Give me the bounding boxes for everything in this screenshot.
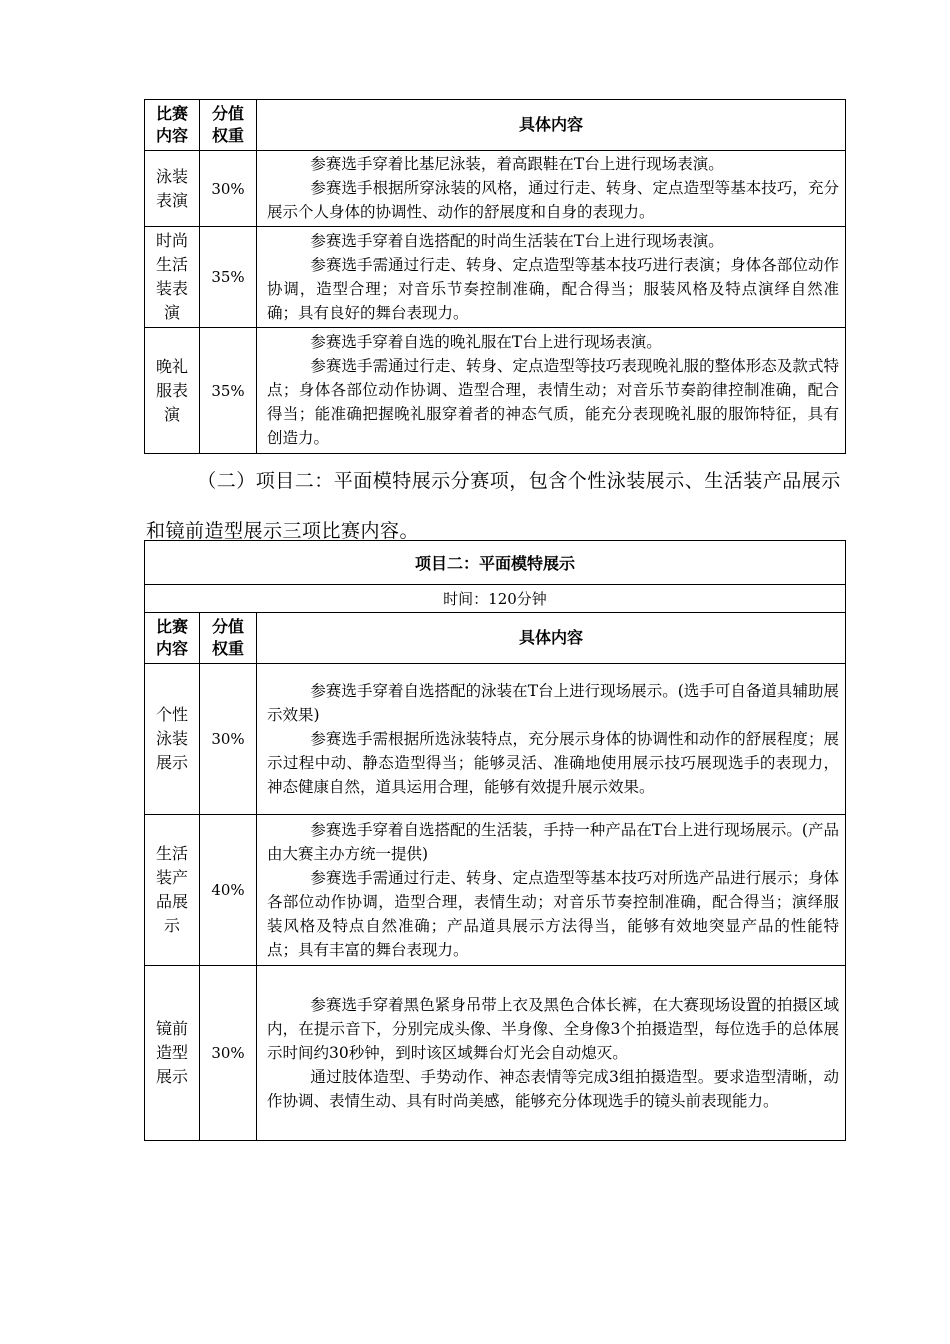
header-content: 具体内容 — [257, 100, 846, 151]
row-name: 个性泳装展示 — [145, 664, 200, 815]
performance-table — [144, 99, 846, 454]
header-weight: 分值权重 — [200, 613, 257, 664]
row-content — [257, 151, 846, 227]
table-title-row — [145, 541, 846, 585]
content-paragraph: 通过肢体造型、手势动作、神态表情等完成3组拍摄造型。要求造型清晰，动作协调、表情生动、具有时尚美感，能够充分体现选手的镜头前表现能力。 — [267, 1067, 839, 1110]
table-row — [145, 966, 846, 1141]
row-content — [257, 966, 846, 1141]
content-paragraph: 参赛选手需通过行走、转身、定点造型等基本技巧对所选产品进行展示；身体各部位动作协调，造型合理，表情生动；对音乐节奏控制准确，配合得当；演绎服装风格及特点自然准确；产品道具展示方法得当，能够有效地突显产品的性能特点；具有丰富的舞台表现力。 — [267, 868, 839, 959]
table-row — [145, 151, 846, 227]
print-model-table — [144, 540, 846, 1141]
content-paragraph: 参赛选手穿着自选搭配的生活装，手持一种产品在T台上进行现场展示。(产品由大赛主办方统一提供) — [267, 820, 839, 863]
row-content — [257, 815, 846, 966]
row-content — [257, 227, 846, 328]
content-paragraph: 参赛选手穿着自选搭配的泳装在T台上进行现场展示。(选手可自备道具辅助展示效果) — [267, 681, 839, 724]
content-paragraph: 参赛选手穿着自选搭配的时尚生活装在T台上进行现场表演。 — [310, 231, 724, 250]
content-paragraph: 参赛选手需根据所选泳装特点，充分展示身体的协调性和动作的舒展程度；展示过程中动、静态造型得当；能够灵活、准确地使用展示技巧展现选手的表现力，神态健康自然，道具运用合理，能够有效提升展示效果。 — [267, 729, 839, 796]
row-weight: 40% — [200, 815, 257, 966]
table-row — [145, 815, 846, 966]
header-item: 比赛内容 — [145, 613, 200, 664]
table-row — [145, 664, 846, 815]
row-content — [257, 664, 846, 815]
row-name: 镜前造型展示 — [145, 966, 200, 1141]
row-weight: 35% — [200, 227, 257, 328]
header-content: 具体内容 — [257, 613, 846, 664]
row-name: 泳装表演 — [145, 151, 200, 227]
content-paragraph: 参赛选手穿着自选的晚礼服在T台上进行现场表演。 — [310, 333, 662, 351]
row-name: 晚礼服表演 — [145, 328, 200, 454]
section-paragraph: （二）项目二：平面模特展示分赛项，包含个性泳装展示、生活装产品展示和镜前造型展示三项比赛内容。 — [146, 470, 841, 542]
table-row — [145, 328, 846, 454]
row-name: 时尚生活装表演 — [145, 227, 200, 328]
content-paragraph: 参赛选手穿着比基尼泳装，着高跟鞋在T台上进行现场表演。 — [310, 155, 724, 173]
table-time-row — [145, 585, 846, 613]
header-weight: 分值权重 — [200, 100, 257, 151]
row-weight: 35% — [200, 328, 257, 454]
content-paragraph: 参赛选手需通过行走、转身、定点造型等技巧表现晚礼服的整体形态及款式特点；身体各部位动作协调、造型合理，表情生动；对音乐节奏韵律控制准确，配合得当；能准确把握晚礼服穿着者的神态气质，能充分表现晚礼服的服饰特征，具有创造力。 — [267, 357, 839, 447]
content-paragraph: 参赛选手根据所穿泳装的风格，通过行走、转身、定点造型等基本技巧，充分展示个人身体的协调性、动作的舒展度和自身的表现力。 — [267, 179, 839, 221]
header-item: 比赛内容 — [145, 100, 200, 151]
row-weight: 30% — [200, 664, 257, 815]
content-paragraph: 参赛选手穿着黑色紧身吊带上衣及黑色合体长裤，在大赛现场设置的拍摄区域内，在提示音下，分别完成头像、半身像、全身像3个拍摄造型，每位选手的总体展示时间约30秒钟，到时该区域舞台灯光会自动熄灭。 — [267, 995, 839, 1062]
row-weight: 30% — [200, 966, 257, 1141]
time-limit: 时间：120分钟 — [145, 585, 846, 613]
row-content — [257, 328, 846, 454]
table-header-row — [145, 100, 846, 151]
row-name: 生活装产品展示 — [145, 815, 200, 966]
table-title: 项目二：平面模特展示 — [145, 541, 846, 585]
table-row — [145, 227, 846, 328]
content-paragraph: 参赛选手需通过行走、转身、定点造型等基本技巧进行表演；身体各部位动作协调，造型合理；对音乐节奏控制准确，配合得当；服装风格及特点演绎自然准确；具有良好的舞台表现力。 — [267, 255, 839, 322]
row-weight: 30% — [200, 151, 257, 227]
table-header-row — [145, 613, 846, 664]
